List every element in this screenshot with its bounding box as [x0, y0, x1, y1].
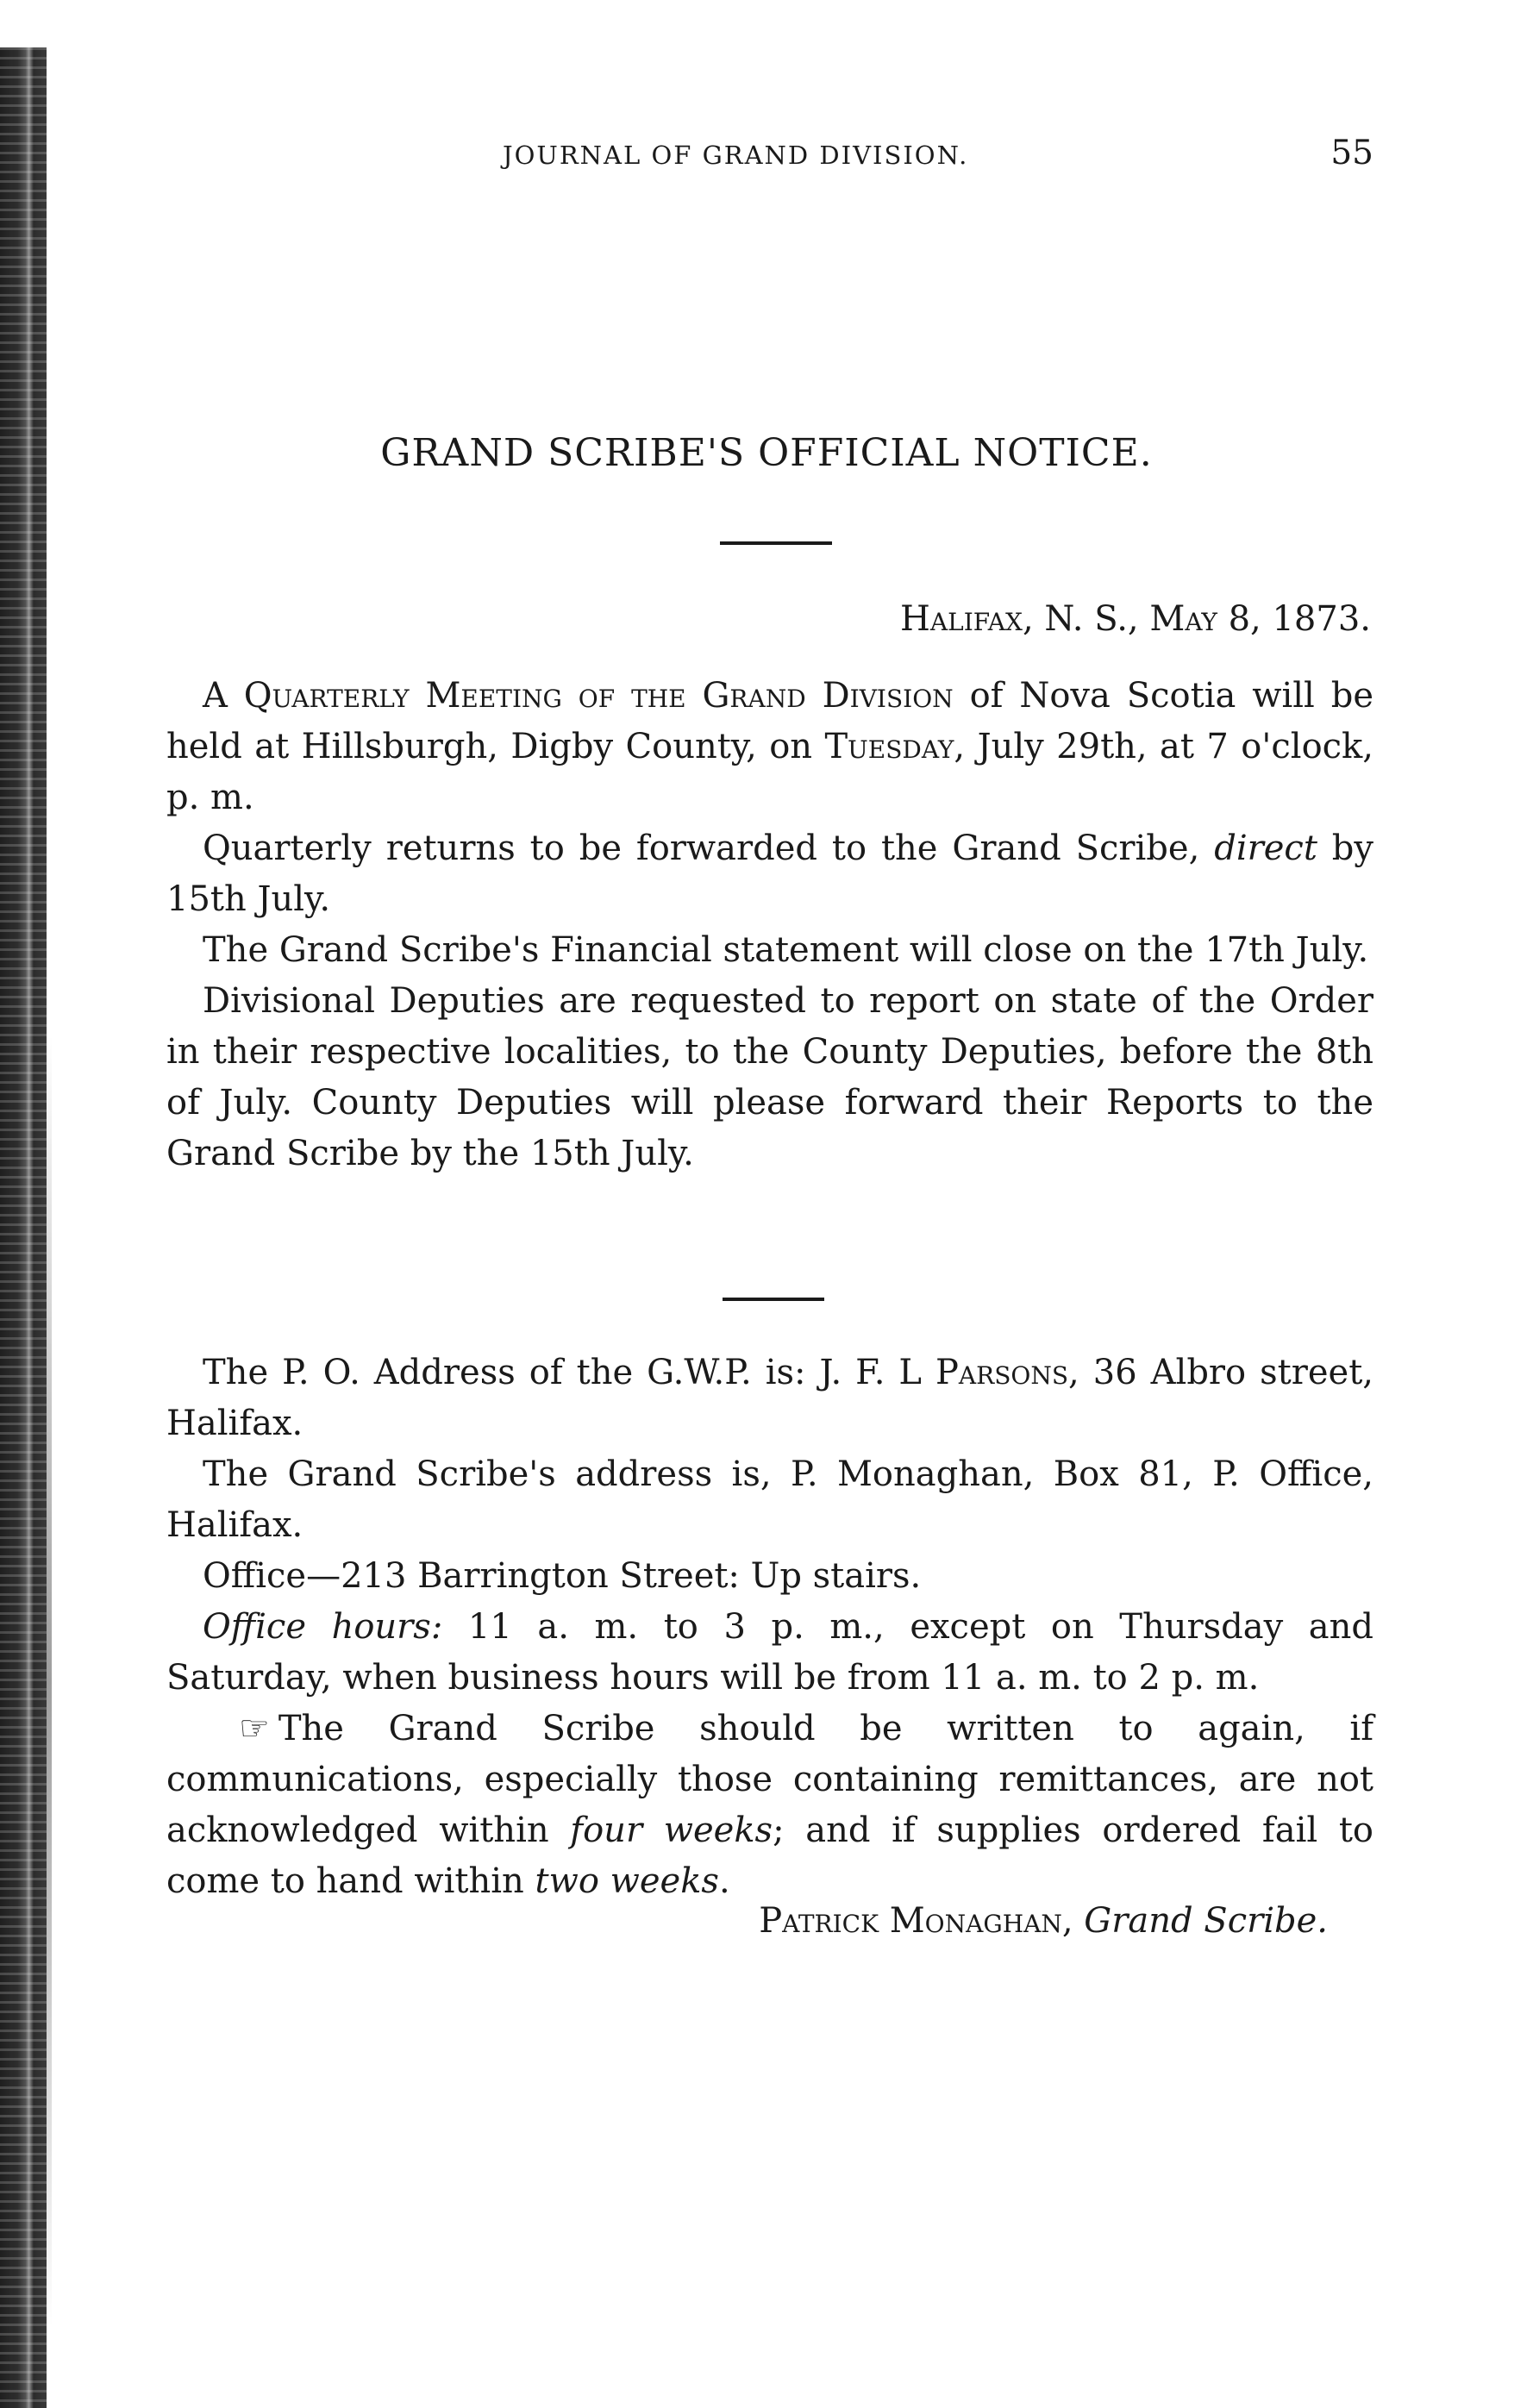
office-hours: [166, 1602, 1373, 1704]
signature-separator: ,: [1061, 1901, 1085, 1941]
signature-name: Patrick Monaghan: [759, 1901, 1062, 1941]
returns-paragraph: [166, 823, 1373, 925]
pointing-hand-icon: ☞: [239, 1709, 270, 1748]
scan-shadow: [47, 1035, 52, 2328]
meeting-text: of Nova Scotia will be held at Hillsburgh, Digby County, on: [166, 676, 1374, 766]
notice-title: GRAND SCRIBE'S OFFICIAL NOTICE.: [380, 431, 1153, 475]
gwp-location: , 36 Albro street, Halifax.: [166, 1353, 1373, 1443]
page-number: 55: [1330, 134, 1373, 172]
meeting-lead: A Quarterly Meeting of the Grand Division: [203, 676, 954, 716]
gwp-name: Parsons: [935, 1353, 1069, 1392]
reminder-weeks-1: four weeks: [570, 1811, 773, 1850]
gwp-address: [166, 1348, 1373, 1449]
book-spine-edge: [0, 47, 47, 2408]
notice-body: [166, 671, 1373, 1179]
scribe-address: The Grand Scribe's address is, P. Monaghan, Box 81, P. Office, Halifax.: [166, 1454, 1373, 1545]
returns-emphasis: direct: [1214, 829, 1317, 868]
signature-role: Grand Scribe.: [1084, 1901, 1328, 1941]
returns-text: Quarterly returns to be forwarded to the Grand Scribe,: [203, 829, 1215, 868]
gwp-text: The P. O. Address of the G.W.P. is: J. F. L: [203, 1353, 935, 1392]
office-address: Office—213 Barrington Street: Up stairs.: [203, 1556, 922, 1596]
meeting-paragraph: [166, 671, 1373, 823]
meeting-time: , July 29th, at 7 o'clock, p. m.: [166, 727, 1374, 817]
running-head: [166, 134, 1373, 185]
deputies-paragraph: Divisional Deputies are requested to report on state of the Order in their respective localities, to the County Deputies, before the 8th of July. County Deputies will please forward their Reports to the Grand Scribe by the 15th July.: [166, 981, 1373, 1173]
signature: [690, 1901, 1328, 1941]
reminder-text-1: The Grand Scribe should be written to again, if communications, especially those containing remittances, are not acknowledged within: [166, 1709, 1373, 1850]
returns-deadline: by 15th July.: [166, 829, 1374, 919]
title-rule: [720, 541, 832, 545]
meeting-day: Tuesday: [824, 727, 954, 766]
reminder-text-3: .: [718, 1861, 730, 1901]
running-title: JOURNAL OF GRAND DIVISION.: [503, 141, 969, 170]
financial-paragraph: The Grand Scribe's Financial statement will close on the 17th July.: [203, 930, 1369, 970]
dateline: Halifax, N. S., May 8, 1873.: [900, 599, 1371, 639]
office-hours-label: Office hours:: [203, 1607, 443, 1647]
office-hours-text: 11 a. m. to 3 p. m., except on Thursday and Saturday, when business hours will be from 11 a. m. to 2 p. m.: [166, 1607, 1373, 1698]
reminder-weeks-2: two weeks: [535, 1861, 719, 1901]
section-rule: [723, 1298, 824, 1301]
reminder-paragraph: [166, 1704, 1373, 1907]
reminder-text-2: ; and if supplies ordered fail to come to hand within: [166, 1811, 1373, 1901]
address-section: [166, 1348, 1373, 1907]
